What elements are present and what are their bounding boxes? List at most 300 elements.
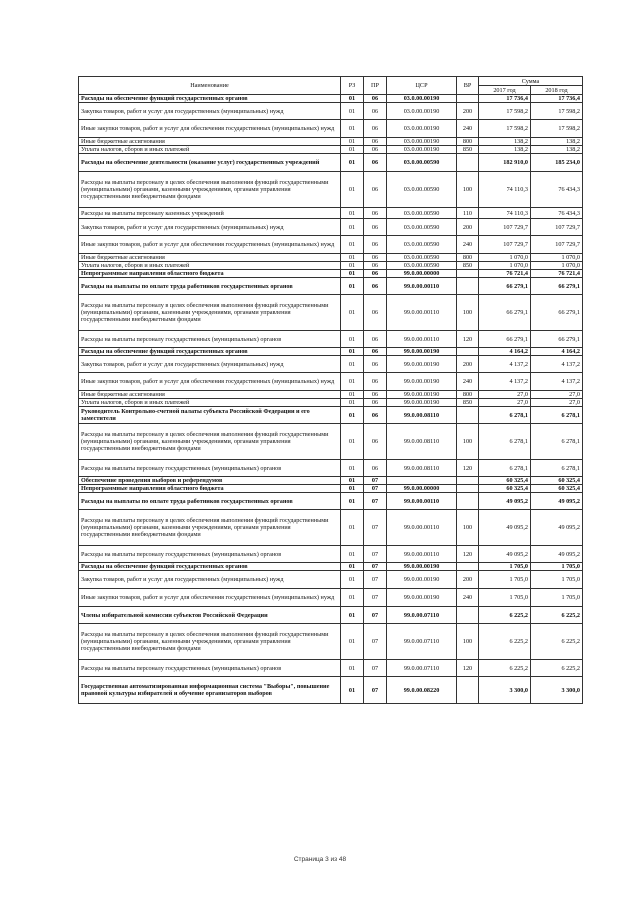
row-rz-cell: 01 bbox=[341, 373, 364, 391]
row-csr-cell: 99.0.00.00190 bbox=[387, 589, 457, 607]
row-csr-cell: 03.0.00.00590 bbox=[387, 236, 457, 254]
row-amount-2018-cell: 1 705,0 bbox=[531, 571, 583, 589]
row-csr-cell: 99.0.00.00190 bbox=[387, 399, 457, 407]
row-vr-cell bbox=[457, 477, 479, 485]
row-name-cell: Закупка товаров, работ и услуг для государственных (муниципальных) нужд bbox=[79, 103, 341, 120]
row-amount-2018-cell: 76 721,4 bbox=[531, 270, 583, 278]
row-name-cell: Иные закупки товаров, работ и услуг для обеспечения государственных (муниципальных) нужд bbox=[79, 120, 341, 138]
table-row bbox=[79, 278, 583, 295]
table-row bbox=[79, 477, 583, 485]
row-csr-cell: 99.0.00.00110 bbox=[387, 278, 457, 295]
row-vr-cell bbox=[457, 270, 479, 278]
row-rz-cell: 01 bbox=[341, 624, 364, 660]
row-csr-cell: 99.0.00.00110 bbox=[387, 546, 457, 563]
page-number-footer: Страница 3 из 48 bbox=[293, 856, 347, 863]
row-csr-cell: 99.0.00.00110 bbox=[387, 510, 457, 546]
row-amount-2017-cell: 107 729,7 bbox=[479, 219, 531, 236]
row-pr-cell: 06 bbox=[364, 295, 387, 331]
row-rz-cell: 01 bbox=[341, 477, 364, 485]
table-row bbox=[79, 138, 583, 146]
row-rz-cell: 01 bbox=[341, 348, 364, 356]
row-rz-cell: 01 bbox=[341, 295, 364, 331]
row-amount-2018-cell: 76 434,3 bbox=[531, 172, 583, 208]
row-csr-cell: 99.0.00.00190 bbox=[387, 391, 457, 399]
row-amount-2017-cell: 60 325,4 bbox=[479, 477, 531, 485]
row-amount-2018-cell: 6 278,1 bbox=[531, 460, 583, 477]
row-amount-2017-cell: 107 729,7 bbox=[479, 236, 531, 254]
row-pr-cell: 06 bbox=[364, 424, 387, 460]
row-vr-cell bbox=[457, 348, 479, 356]
row-vr-cell bbox=[457, 278, 479, 295]
row-pr-cell: 06 bbox=[364, 138, 387, 146]
row-rz-cell: 01 bbox=[341, 254, 364, 262]
row-amount-2018-cell: 27,0 bbox=[531, 391, 583, 399]
row-pr-cell: 07 bbox=[364, 624, 387, 660]
row-pr-cell: 07 bbox=[364, 607, 387, 624]
row-amount-2018-cell: 49 095,2 bbox=[531, 546, 583, 563]
row-vr-cell: 200 bbox=[457, 356, 479, 373]
row-amount-2017-cell: 1 070,0 bbox=[479, 254, 531, 262]
row-pr-cell: 06 bbox=[364, 262, 387, 270]
row-pr-cell: 06 bbox=[364, 278, 387, 295]
row-pr-cell: 06 bbox=[364, 399, 387, 407]
row-csr-cell: 99.0.00.00110 bbox=[387, 331, 457, 348]
table-row bbox=[79, 493, 583, 510]
row-name-cell: Члены избирательной комиссии субъектов Российской Федерации bbox=[79, 607, 341, 624]
column-header-sum: Сумма bbox=[479, 77, 583, 86]
row-amount-2018-cell: 4 164,2 bbox=[531, 348, 583, 356]
row-rz-cell: 01 bbox=[341, 154, 364, 172]
table-row bbox=[79, 546, 583, 563]
row-name-cell: Расходы на выплаты персоналу государственных (муниципальных) органов bbox=[79, 331, 341, 348]
row-csr-cell: 03.0.00.00590 bbox=[387, 262, 457, 270]
row-csr-cell: 99.0.00.00110 bbox=[387, 295, 457, 331]
row-rz-cell: 01 bbox=[341, 219, 364, 236]
row-name-cell: Расходы на обеспечение функций государственных органов bbox=[79, 563, 341, 571]
table-row bbox=[79, 120, 583, 138]
row-rz-cell: 01 bbox=[341, 208, 364, 219]
row-amount-2017-cell: 1 705,0 bbox=[479, 571, 531, 589]
row-rz-cell: 01 bbox=[341, 660, 364, 677]
row-csr-cell: 99.0.00.00190 bbox=[387, 373, 457, 391]
row-pr-cell: 06 bbox=[364, 236, 387, 254]
row-vr-cell bbox=[457, 563, 479, 571]
row-csr-cell: 99.0.00.08220 bbox=[387, 677, 457, 704]
row-vr-cell bbox=[457, 677, 479, 704]
row-vr-cell: 240 bbox=[457, 589, 479, 607]
table-body bbox=[79, 95, 583, 704]
row-amount-2018-cell: 66 279,1 bbox=[531, 278, 583, 295]
row-csr-cell: 03.0.00.00590 bbox=[387, 154, 457, 172]
row-name-cell: Непрограммные направления областного бюджета bbox=[79, 485, 341, 493]
row-amount-2017-cell: 17 736,4 bbox=[479, 95, 531, 103]
row-amount-2017-cell: 17 598,2 bbox=[479, 120, 531, 138]
row-amount-2017-cell: 1 705,0 bbox=[479, 589, 531, 607]
row-name-cell: Расходы на выплаты персоналу в целях обеспечения выполнения функций государственными (муниципальными) органами, казенными учреждениями, органами управления государственными внебюджетными фондами bbox=[79, 624, 341, 660]
row-amount-2017-cell: 6 278,1 bbox=[479, 460, 531, 477]
row-csr-cell: 99.0.00.00190 bbox=[387, 348, 457, 356]
row-pr-cell: 06 bbox=[364, 95, 387, 103]
row-vr-cell: 200 bbox=[457, 219, 479, 236]
table-row bbox=[79, 373, 583, 391]
row-csr-cell: 99.0.00.00110 bbox=[387, 493, 457, 510]
row-vr-cell bbox=[457, 485, 479, 493]
row-vr-cell: 240 bbox=[457, 236, 479, 254]
row-name-cell: Расходы на выплаты персоналу казенных учреждений bbox=[79, 208, 341, 219]
row-amount-2017-cell: 60 325,4 bbox=[479, 485, 531, 493]
row-csr-cell: 03.0.00.00590 bbox=[387, 172, 457, 208]
row-pr-cell: 06 bbox=[364, 348, 387, 356]
row-amount-2018-cell: 6 225,2 bbox=[531, 607, 583, 624]
row-rz-cell: 01 bbox=[341, 270, 364, 278]
row-name-cell: Расходы на выплаты персоналу в целях обеспечения выполнения функций государственными (муниципальными) органами, казенными учреждениями, органами управления государственными внебюджетными фондами bbox=[79, 424, 341, 460]
row-amount-2017-cell: 182 910,0 bbox=[479, 154, 531, 172]
row-pr-cell: 06 bbox=[364, 407, 387, 424]
table-row bbox=[79, 571, 583, 589]
row-vr-cell bbox=[457, 95, 479, 103]
row-amount-2018-cell: 17 598,2 bbox=[531, 120, 583, 138]
row-pr-cell: 07 bbox=[364, 477, 387, 485]
row-rz-cell: 01 bbox=[341, 546, 364, 563]
row-rz-cell: 01 bbox=[341, 589, 364, 607]
row-rz-cell: 01 bbox=[341, 460, 364, 477]
row-vr-cell: 120 bbox=[457, 331, 479, 348]
row-pr-cell: 06 bbox=[364, 154, 387, 172]
row-csr-cell: 99.0.00.00190 bbox=[387, 356, 457, 373]
row-rz-cell: 01 bbox=[341, 278, 364, 295]
row-amount-2018-cell: 107 729,7 bbox=[531, 219, 583, 236]
row-pr-cell: 06 bbox=[364, 356, 387, 373]
row-name-cell: Расходы на выплаты по оплате труда работников государственных органов bbox=[79, 493, 341, 510]
row-vr-cell: 850 bbox=[457, 146, 479, 154]
row-name-cell: Расходы на выплаты персоналу в целях обеспечения выполнения функций государственными (муниципальными) органами, казенными учреждениями, органами управления государственными внебюджетными фондами bbox=[79, 172, 341, 208]
row-vr-cell bbox=[457, 607, 479, 624]
row-name-cell: Расходы на выплаты персоналу в целях обеспечения выполнения функций государственными (муниципальными) органами, казенными учреждениями, органами управления государственными внебюджетными фондами bbox=[79, 295, 341, 331]
row-amount-2017-cell: 6 225,2 bbox=[479, 660, 531, 677]
row-name-cell: Уплата налогов, сборов и иных платежей bbox=[79, 399, 341, 407]
table-row bbox=[79, 236, 583, 254]
row-amount-2017-cell: 66 279,1 bbox=[479, 295, 531, 331]
row-csr-cell: 03.0.00.00190 bbox=[387, 120, 457, 138]
row-vr-cell: 800 bbox=[457, 254, 479, 262]
table-row bbox=[79, 677, 583, 704]
row-csr-cell bbox=[387, 477, 457, 485]
row-pr-cell: 06 bbox=[364, 254, 387, 262]
table-row bbox=[79, 154, 583, 172]
row-amount-2017-cell: 66 279,1 bbox=[479, 278, 531, 295]
row-amount-2017-cell: 74 110,3 bbox=[479, 208, 531, 219]
row-amount-2017-cell: 4 164,2 bbox=[479, 348, 531, 356]
table-row bbox=[79, 563, 583, 571]
row-amount-2018-cell: 6 225,2 bbox=[531, 624, 583, 660]
row-rz-cell: 01 bbox=[341, 424, 364, 460]
row-amount-2018-cell: 60 325,4 bbox=[531, 477, 583, 485]
row-amount-2018-cell: 1 070,0 bbox=[531, 254, 583, 262]
row-amount-2017-cell: 1 705,0 bbox=[479, 563, 531, 571]
row-vr-cell: 120 bbox=[457, 460, 479, 477]
row-pr-cell: 07 bbox=[364, 589, 387, 607]
row-pr-cell: 06 bbox=[364, 103, 387, 120]
row-amount-2018-cell: 1 705,0 bbox=[531, 563, 583, 571]
table-row bbox=[79, 254, 583, 262]
row-rz-cell: 01 bbox=[341, 571, 364, 589]
table-row bbox=[79, 589, 583, 607]
row-amount-2017-cell: 66 279,1 bbox=[479, 331, 531, 348]
row-name-cell: Иные бюджетные ассигнования bbox=[79, 138, 341, 146]
row-rz-cell: 01 bbox=[341, 407, 364, 424]
row-vr-cell: 110 bbox=[457, 208, 479, 219]
row-pr-cell: 06 bbox=[364, 146, 387, 154]
row-vr-cell bbox=[457, 407, 479, 424]
row-rz-cell: 01 bbox=[341, 236, 364, 254]
row-name-cell: Государственная автоматизированная информационная система "Выборы", повышение правовой культуры избирателей и обучение организаторов выборов bbox=[79, 677, 341, 704]
row-pr-cell: 07 bbox=[364, 485, 387, 493]
row-csr-cell: 99.0.00.08110 bbox=[387, 460, 457, 477]
row-vr-cell: 850 bbox=[457, 262, 479, 270]
table-row bbox=[79, 510, 583, 546]
row-amount-2017-cell: 6 278,1 bbox=[479, 424, 531, 460]
row-name-cell: Расходы на выплаты по оплате труда работников государственных органов bbox=[79, 278, 341, 295]
budget-table bbox=[78, 76, 583, 704]
row-amount-2018-cell: 60 325,4 bbox=[531, 485, 583, 493]
column-header-rz: РЗ bbox=[341, 77, 364, 95]
row-pr-cell: 07 bbox=[364, 571, 387, 589]
column-header-pr: ПР bbox=[364, 77, 387, 95]
row-csr-cell: 03.0.00.00190 bbox=[387, 103, 457, 120]
row-amount-2018-cell: 66 279,1 bbox=[531, 295, 583, 331]
row-vr-cell: 120 bbox=[457, 546, 479, 563]
row-amount-2018-cell: 1 705,0 bbox=[531, 589, 583, 607]
row-csr-cell: 99.0.00.07110 bbox=[387, 607, 457, 624]
column-header-csr: ЦСР bbox=[387, 77, 457, 95]
row-pr-cell: 06 bbox=[364, 460, 387, 477]
row-rz-cell: 01 bbox=[341, 103, 364, 120]
row-name-cell: Расходы на обеспечение функций государственных органов bbox=[79, 95, 341, 103]
row-amount-2017-cell: 3 300,0 bbox=[479, 677, 531, 704]
row-vr-cell bbox=[457, 154, 479, 172]
row-amount-2018-cell: 6 278,1 bbox=[531, 424, 583, 460]
row-rz-cell: 01 bbox=[341, 138, 364, 146]
row-name-cell: Расходы на обеспечение деятельности (оказание услуг) государственных учреждений bbox=[79, 154, 341, 172]
row-amount-2018-cell: 107 729,7 bbox=[531, 236, 583, 254]
row-rz-cell: 01 bbox=[341, 510, 364, 546]
row-rz-cell: 01 bbox=[341, 607, 364, 624]
row-rz-cell: 01 bbox=[341, 677, 364, 704]
row-name-cell: Иные бюджетные ассигнования bbox=[79, 254, 341, 262]
row-amount-2018-cell: 49 095,2 bbox=[531, 493, 583, 510]
row-name-cell: Расходы на выплаты персоналу государственных (муниципальных) органов bbox=[79, 546, 341, 563]
row-amount-2017-cell: 49 095,2 bbox=[479, 546, 531, 563]
row-pr-cell: 07 bbox=[364, 493, 387, 510]
row-amount-2017-cell: 17 598,2 bbox=[479, 103, 531, 120]
row-amount-2017-cell: 49 095,2 bbox=[479, 493, 531, 510]
row-name-cell: Уплата налогов, сборов и иных платежей bbox=[79, 146, 341, 154]
row-rz-cell: 01 bbox=[341, 485, 364, 493]
row-amount-2017-cell: 138,2 bbox=[479, 138, 531, 146]
row-rz-cell: 01 bbox=[341, 146, 364, 154]
row-amount-2018-cell: 3 300,0 bbox=[531, 677, 583, 704]
row-csr-cell: 03.0.00.00590 bbox=[387, 208, 457, 219]
row-amount-2018-cell: 27,0 bbox=[531, 399, 583, 407]
row-amount-2018-cell: 76 434,3 bbox=[531, 208, 583, 219]
row-amount-2018-cell: 17 736,4 bbox=[531, 95, 583, 103]
column-header-vr: ВР bbox=[457, 77, 479, 95]
table-row bbox=[79, 348, 583, 356]
row-vr-cell: 800 bbox=[457, 391, 479, 399]
column-header-2017: 2017 год bbox=[479, 86, 531, 95]
row-pr-cell: 06 bbox=[364, 331, 387, 348]
row-amount-2018-cell: 66 279,1 bbox=[531, 331, 583, 348]
row-amount-2018-cell: 138,2 bbox=[531, 138, 583, 146]
row-amount-2017-cell: 76 721,4 bbox=[479, 270, 531, 278]
row-pr-cell: 06 bbox=[364, 172, 387, 208]
row-rz-cell: 01 bbox=[341, 262, 364, 270]
row-pr-cell: 06 bbox=[364, 373, 387, 391]
row-pr-cell: 06 bbox=[364, 219, 387, 236]
row-amount-2017-cell: 6 225,2 bbox=[479, 607, 531, 624]
row-name-cell: Руководитель Контрольно-счетной палаты субъекта Российской Федерации и его заместители bbox=[79, 407, 341, 424]
row-vr-cell: 100 bbox=[457, 295, 479, 331]
row-amount-2017-cell: 27,0 bbox=[479, 391, 531, 399]
row-csr-cell: 03.0.00.00590 bbox=[387, 254, 457, 262]
row-amount-2017-cell: 4 137,2 bbox=[479, 373, 531, 391]
budget-table-page bbox=[78, 76, 582, 704]
table-row bbox=[79, 146, 583, 154]
table-row bbox=[79, 262, 583, 270]
row-amount-2018-cell: 6 225,2 bbox=[531, 660, 583, 677]
row-pr-cell: 06 bbox=[364, 391, 387, 399]
row-name-cell: Расходы на выплаты персоналу государственных (муниципальных) органов bbox=[79, 660, 341, 677]
table-row bbox=[79, 660, 583, 677]
table-row bbox=[79, 103, 583, 120]
row-vr-cell: 100 bbox=[457, 624, 479, 660]
row-pr-cell: 07 bbox=[364, 677, 387, 704]
column-header-name: Наименование bbox=[79, 77, 341, 95]
row-amount-2018-cell: 1 070,0 bbox=[531, 262, 583, 270]
row-vr-cell: 240 bbox=[457, 373, 479, 391]
row-pr-cell: 07 bbox=[364, 563, 387, 571]
row-pr-cell: 06 bbox=[364, 208, 387, 219]
row-csr-cell: 03.0.00.00190 bbox=[387, 138, 457, 146]
row-name-cell: Расходы на выплаты персоналу в целях обеспечения выполнения функций государственными (муниципальными) органами, казенными учреждениями, органами управления государственными внебюджетными фондами bbox=[79, 510, 341, 546]
row-amount-2018-cell: 4 137,2 bbox=[531, 356, 583, 373]
row-rz-cell: 01 bbox=[341, 331, 364, 348]
row-rz-cell: 01 bbox=[341, 563, 364, 571]
row-pr-cell: 06 bbox=[364, 270, 387, 278]
row-csr-cell: 99.0.00.00190 bbox=[387, 571, 457, 589]
row-pr-cell: 07 bbox=[364, 510, 387, 546]
table-row bbox=[79, 331, 583, 348]
row-amount-2018-cell: 138,2 bbox=[531, 146, 583, 154]
row-amount-2017-cell: 74 110,3 bbox=[479, 172, 531, 208]
row-csr-cell: 99.0.00.08110 bbox=[387, 424, 457, 460]
row-amount-2017-cell: 27,0 bbox=[479, 399, 531, 407]
row-vr-cell: 200 bbox=[457, 103, 479, 120]
row-csr-cell: 99.0.00.00000 bbox=[387, 270, 457, 278]
row-name-cell: Иные закупки товаров, работ и услуг для обеспечения государственных (муниципальных) нужд bbox=[79, 589, 341, 607]
row-pr-cell: 07 bbox=[364, 546, 387, 563]
table-row bbox=[79, 399, 583, 407]
row-amount-2017-cell: 6 225,2 bbox=[479, 624, 531, 660]
row-amount-2018-cell: 17 598,2 bbox=[531, 103, 583, 120]
row-csr-cell: 99.0.00.08110 bbox=[387, 407, 457, 424]
table-row bbox=[79, 607, 583, 624]
table-row bbox=[79, 219, 583, 236]
table-row bbox=[79, 208, 583, 219]
row-pr-cell: 06 bbox=[364, 120, 387, 138]
row-name-cell: Уплата налогов, сборов и иных платежей bbox=[79, 262, 341, 270]
row-amount-2017-cell: 4 137,2 bbox=[479, 356, 531, 373]
table-row bbox=[79, 270, 583, 278]
row-name-cell: Закупка товаров, работ и услуг для государственных (муниципальных) нужд bbox=[79, 356, 341, 373]
row-vr-cell: 850 bbox=[457, 399, 479, 407]
row-rz-cell: 01 bbox=[341, 391, 364, 399]
row-amount-2018-cell: 6 278,1 bbox=[531, 407, 583, 424]
table-row bbox=[79, 407, 583, 424]
table-row bbox=[79, 95, 583, 103]
row-name-cell: Обеспечение проведения выборов и референдумов bbox=[79, 477, 341, 485]
row-name-cell: Расходы на обеспечение функций государственных органов bbox=[79, 348, 341, 356]
row-name-cell: Расходы на выплаты персоналу государственных (муниципальных) органов bbox=[79, 460, 341, 477]
row-rz-cell: 01 bbox=[341, 172, 364, 208]
table-row bbox=[79, 172, 583, 208]
row-csr-cell: 99.0.00.00190 bbox=[387, 563, 457, 571]
table-row bbox=[79, 356, 583, 373]
row-amount-2018-cell: 185 234,0 bbox=[531, 154, 583, 172]
table-row bbox=[79, 391, 583, 399]
row-csr-cell: 99.0.00.07110 bbox=[387, 624, 457, 660]
row-vr-cell: 120 bbox=[457, 660, 479, 677]
row-amount-2017-cell: 49 095,2 bbox=[479, 510, 531, 546]
row-pr-cell: 07 bbox=[364, 660, 387, 677]
row-rz-cell: 01 bbox=[341, 356, 364, 373]
row-amount-2017-cell: 6 278,1 bbox=[479, 407, 531, 424]
table-row bbox=[79, 424, 583, 460]
row-vr-cell bbox=[457, 493, 479, 510]
row-csr-cell: 03.0.00.00590 bbox=[387, 219, 457, 236]
row-name-cell: Иные бюджетные ассигнования bbox=[79, 391, 341, 399]
row-vr-cell: 100 bbox=[457, 172, 479, 208]
row-name-cell: Иные закупки товаров, работ и услуг для обеспечения государственных (муниципальных) нужд bbox=[79, 236, 341, 254]
row-name-cell: Закупка товаров, работ и услуг для государственных (муниципальных) нужд bbox=[79, 219, 341, 236]
row-rz-cell: 01 bbox=[341, 95, 364, 103]
row-amount-2017-cell: 1 070,0 bbox=[479, 262, 531, 270]
table-row bbox=[79, 624, 583, 660]
row-csr-cell: 03.0.00.00190 bbox=[387, 95, 457, 103]
row-name-cell: Иные закупки товаров, работ и услуг для обеспечения государственных (муниципальных) нужд bbox=[79, 373, 341, 391]
row-csr-cell: 99.0.00.07110 bbox=[387, 660, 457, 677]
row-amount-2018-cell: 49 095,2 bbox=[531, 510, 583, 546]
table-row bbox=[79, 460, 583, 477]
row-vr-cell: 800 bbox=[457, 138, 479, 146]
row-csr-cell: 03.0.00.00190 bbox=[387, 146, 457, 154]
column-header-2018: 2018 год bbox=[531, 86, 583, 95]
table-row bbox=[79, 485, 583, 493]
row-csr-cell: 99.0.00.00000 bbox=[387, 485, 457, 493]
row-vr-cell: 100 bbox=[457, 510, 479, 546]
row-amount-2018-cell: 4 137,2 bbox=[531, 373, 583, 391]
row-vr-cell: 100 bbox=[457, 424, 479, 460]
row-name-cell: Закупка товаров, работ и услуг для государственных (муниципальных) нужд bbox=[79, 571, 341, 589]
row-name-cell: Непрограммные направления областного бюджета bbox=[79, 270, 341, 278]
row-rz-cell: 01 bbox=[341, 120, 364, 138]
table-row bbox=[79, 295, 583, 331]
row-amount-2017-cell: 138,2 bbox=[479, 146, 531, 154]
row-vr-cell: 240 bbox=[457, 120, 479, 138]
row-vr-cell: 200 bbox=[457, 571, 479, 589]
row-rz-cell: 01 bbox=[341, 493, 364, 510]
row-rz-cell: 01 bbox=[341, 399, 364, 407]
